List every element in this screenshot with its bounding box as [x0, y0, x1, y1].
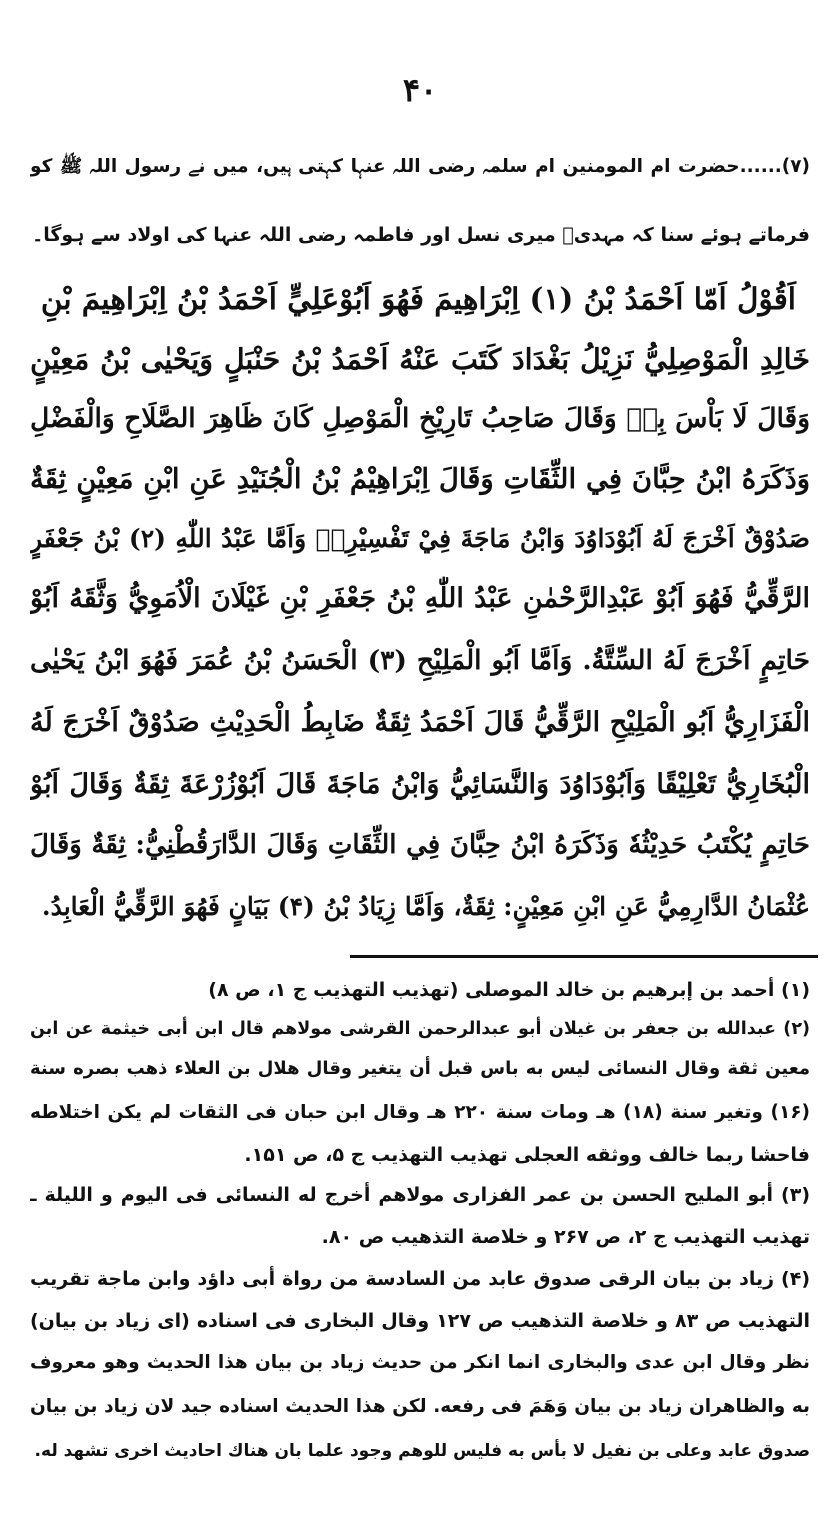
arabic-line: حَاتِمٍ اَخْرَجَ لَهُ السِّتَّةُ. وَاَمَّا اَبُو الْمَلِيْحِ (۳) الْحَسَنُ بْنُ عُمَرَ فَهُوَ ابْنُ يَحْيٰى	[30, 645, 810, 676]
footnote-line: (۴) زياد بن بيان الرقى صدوق عابد من السادسة من رواة أبى داؤد وابن ماجة تقريب	[30, 1268, 810, 1290]
arabic-line: الْبُخَارِيُّ تَعْلِيْقًا وَاَبُوْدَاوُدَ وَالنَّسَائِيُّ وَابْنُ مَاجَةَ قَالَ اَبُوْزُرْعَةَ ثِقَةٌ وَقَالَ اَبُوْ	[30, 769, 810, 800]
footnote-line: التهذيب ص ۸۳ و خلاصة التذهيب ص ۱۲۷ وقال البخارى فى اسناده (اى زياد بن بيان)	[30, 1310, 810, 1332]
arabic-line: اَقُوْلُ اَمّا اَحْمَدُ بْنُ (۱) اِبْرَاهِيمَ فَهُوَ اَبُوْعَلِيٍّ اَحْمَدُ بْنُ اِبْرَاهِيمَ بْنِ	[40, 281, 796, 316]
footnote-line: (۱) أحمد بن إبرهيم بن خالد الموصلى (تهذيب التهذيب ج ۱، ص ۸)	[208, 979, 810, 1001]
arabic-line: خَالِدِ الْمَوْصِلِيُّ نَزِيْلُ بَغْدَادَ كَتَبَ عَنْهُ اَحْمَدُ بْنُ حَنْبَلٍ وَيَحْيٰى بْنُ مَعِيْنٍ	[30, 342, 810, 376]
urdu-line: فرماتے ہوئے سنا کہ مہدیؑ میری نسل اور فاطمہ رضی اللہ عنہا کی اولاد سے ہوگا۔	[32, 224, 810, 246]
urdu-line: (۷)......حضرت ام المومنین ام سلمہ رضی اللہ عنہا کہتی ہیں، میں نے رسول اللہ ﷺ کو	[30, 156, 810, 177]
page-number: ۴۰	[402, 71, 438, 109]
arabic-line: عُثْمَانُ الدَّارِمِيُّ عَنِ ابْنِ مَعِيْنٍ: ثِقَةٌ، وَاَمَّا زِيَادُ بْنُ (۴) بَيَانٍ فَهُوَ الرَّقِّيُّ الْعَابِدُ.	[41, 892, 810, 921]
footnote-line: صدوق عابد وعلى بن نفيل لا بأس به فليس للوهم وجود علما بان هناك احاديث اخرى تشهد له.	[34, 1441, 810, 1461]
footnote-line: فاحشا ربما خالف ووثقه العجلى تهذيب التهذيب ج ۵، ص ۱۵۱.	[244, 1144, 810, 1166]
arabic-line: صَدُوْقٌ اَخْرَجَ لَهُ اَبُوْدَاوُدَ وَابْنُ مَاجَةَ فِيْ تَفْسِيْرِهٖ وَاَمَّا عَبْدُ اللّٰهِ (۲) بْنُ جَعْفَرٍ	[30, 524, 810, 553]
footnote-line: (۳) أبو المليح الحسن بن عمر الفزارى مولاهم أخرج له النسائى فى اليوم و الليلة ـ	[30, 1184, 810, 1206]
arabic-line: وَذَكَرَهُ ابْنُ حِبَّانَ فِي الثِّقَاتِ وَقَالَ اِبْرَاهِيْمُ بْنُ الْجُنَيْدِ عَنِ ابْنِ مَعِيْنٍ ثِقَةٌ	[30, 463, 810, 495]
footnote-line: (۲) عبدالله بن جعفر بن غيلان أبو عبدالرحمن القرشى مولاهم قال ابن أبى خيثمة عن ابن	[30, 1019, 810, 1039]
arabic-line: وَقَالَ لَا بَاْسَ بِهٖ وَقَالَ صَاحِبُ تَارِيْخِ الْمَوْصِلِ كَانَ ظَاهِرَ الصَّلَاحِ وَالْفَضْلِ	[30, 403, 810, 434]
arabic-line: حَاتِمٍ يُكْتَبُ حَدِيْثُهٗ وَذَكَرَهُ ابْنُ حِبَّانَ فِي الثِّقَاتِ وَقَالَ الدَّارَقُطْنِيُّ: ثِقَةٌ وَقَالَ	[30, 830, 810, 860]
footnote-line: معين ثقة وقال النسائى ليس به باس قبل أن يتغير وقال هلال بن العلاء ذهب بصره سنة	[30, 1058, 810, 1079]
arabic-line: الْفَزَارِيُّ اَبُو الْمَلِيْحِ الرَّقِّيُّ قَالَ اَحْمَدُ ثِقَةٌ ضَابِطُ الْحَدِيْثِ صَدُوْقٌ اَخْرَجَ لَهُ	[30, 707, 810, 738]
footnote-line: (۱۶) وتغير سنة (۱۸) هـ ومات سنة ۲۲۰ هـ وقال ابن حبان فى الثقات لم يكن اختلاطه	[30, 1102, 810, 1123]
footnote-line: نظر وقال ابن عدى والبخارى انما انكر من حديث زياد بن بيان هذا الحديث وهو معروف	[30, 1352, 810, 1373]
footnote-line: تهذيب التهذيب ج ۲، ص ۲۶۷ و خلاصة التذهيب ص ۸۰.	[321, 1226, 810, 1248]
arabic-line: الرَّقِّيُّ فَهُوَ اَبُوْ عَبْدِالرَّحْمٰنِ عَبْدُ اللّٰهِ بْنُ جَعْفَرِ بْنِ غَيْلَانَ الْاُمَوِيُّ وَثَّقَهُ اَبُوْ	[30, 583, 810, 614]
footnote-divider	[350, 955, 818, 958]
footnote-line: به والظاهران زياد بن بيان وَهَمَ فى رفعه. لكن هذا الحديث اسناده جيد لان زياد بن بيان	[30, 1396, 810, 1417]
